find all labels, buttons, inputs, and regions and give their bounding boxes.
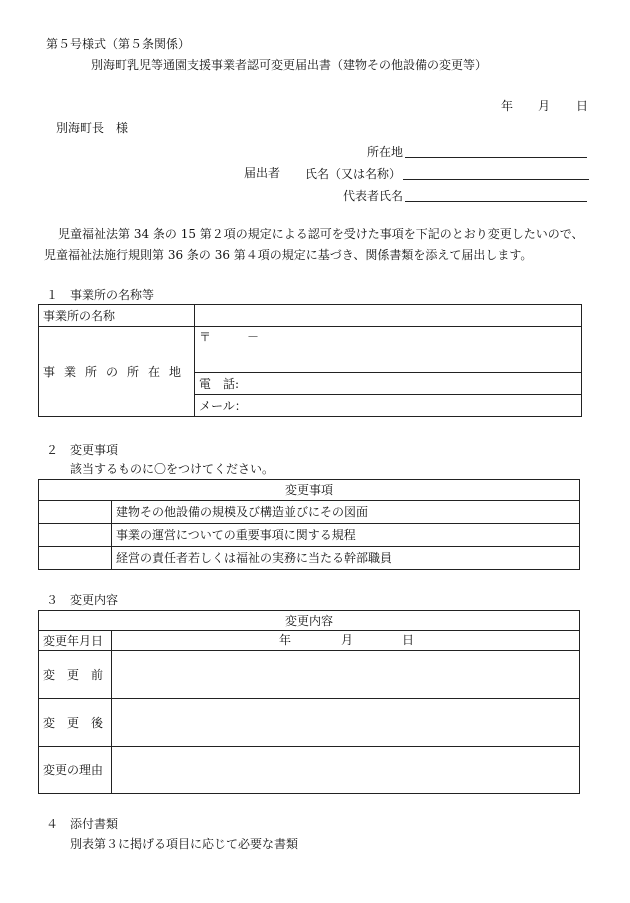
- representative-field[interactable]: [405, 189, 587, 202]
- change-date-year: 年: [279, 633, 292, 647]
- change-item-label: 事業の運営についての重要事項に関する規程: [112, 524, 580, 547]
- intro-line-1: 児童福祉法第 34 条の 15 第２項の規定による認可を受けた事項を下記のとおり変更したいので、: [58, 227, 584, 241]
- addressee: 別海町長 様: [56, 121, 129, 135]
- submitter-label: 届出者: [244, 166, 281, 180]
- applicant-address-row: [367, 145, 587, 158]
- intro-line-2: 児童福祉法施行規則第 36 条の 36 第４項の規定に基づき、関係書類を添えて届出します。: [44, 248, 533, 262]
- change-item-mark-cell[interactable]: [39, 524, 112, 547]
- change-date-cell[interactable]: [112, 631, 580, 651]
- facility-name-cell[interactable]: [195, 305, 582, 327]
- facility-address-label: 事業所の所在地: [39, 327, 195, 417]
- change-item-label: 経営の責任者若しくは福祉の実務に当たる幹部職員: [112, 547, 580, 570]
- applicant-name-row: [305, 167, 589, 180]
- section1-heading: １ 事業所の名称等: [46, 288, 155, 302]
- representative-label: 代表者氏名: [343, 189, 404, 203]
- section3-heading: ３ 変更内容: [46, 593, 119, 607]
- date-day-label: 日: [576, 99, 589, 113]
- change-date-month: 月: [341, 633, 354, 647]
- after-cell[interactable]: [112, 699, 580, 747]
- change-item-mark-cell[interactable]: [39, 547, 112, 570]
- change-items-table: [38, 479, 580, 570]
- section2-heading: ２ 変更事項: [46, 443, 119, 457]
- facility-email-cell[interactable]: メール：: [195, 395, 582, 417]
- applicant-name-label: 氏名（又は名称）: [305, 167, 402, 181]
- facility-name-label: 事業所の名称: [39, 305, 195, 327]
- reason-cell[interactable]: [112, 747, 580, 794]
- change-details-table: [38, 610, 580, 794]
- before-cell[interactable]: [112, 651, 580, 699]
- reason-label: 変更の理由: [39, 747, 112, 794]
- change-date-label: 変更年月日: [39, 631, 112, 651]
- change-item-mark-cell[interactable]: [39, 501, 112, 524]
- attachments-text: 別表第３に掲げる項目に応じて必要な書類: [70, 837, 299, 851]
- facility-phone-cell[interactable]: 電 話:: [195, 373, 582, 395]
- change-date-day: 日: [402, 633, 415, 647]
- representative-row: [343, 189, 587, 202]
- change-items-header: 変更事項: [39, 480, 580, 501]
- form-number: 第５号様式（第５条関係）: [46, 37, 191, 51]
- section4-heading: ４ 添付書類: [46, 817, 119, 831]
- change-details-header: 変更内容: [39, 611, 580, 631]
- change-item-label: 建物その他設備の規模及び構造並びにその図面: [112, 501, 580, 524]
- applicant-address-label: 所在地: [367, 145, 404, 159]
- section2-instruction: 該当するものに〇をつけてください。: [70, 462, 275, 476]
- document-title: 別海町乳児等通園支援事業者認可変更届出書（建物その他設備の変更等）: [91, 58, 488, 72]
- after-label: 変 更 後: [39, 699, 112, 747]
- facility-table: [38, 304, 582, 417]
- facility-postal-cell[interactable]: 〒 －: [195, 327, 582, 373]
- applicant-name-field[interactable]: [403, 167, 589, 180]
- applicant-address-field[interactable]: [405, 145, 587, 158]
- date-month-label: 月: [538, 99, 551, 113]
- date-year-label: 年: [501, 99, 514, 113]
- before-label: 変 更 前: [39, 651, 112, 699]
